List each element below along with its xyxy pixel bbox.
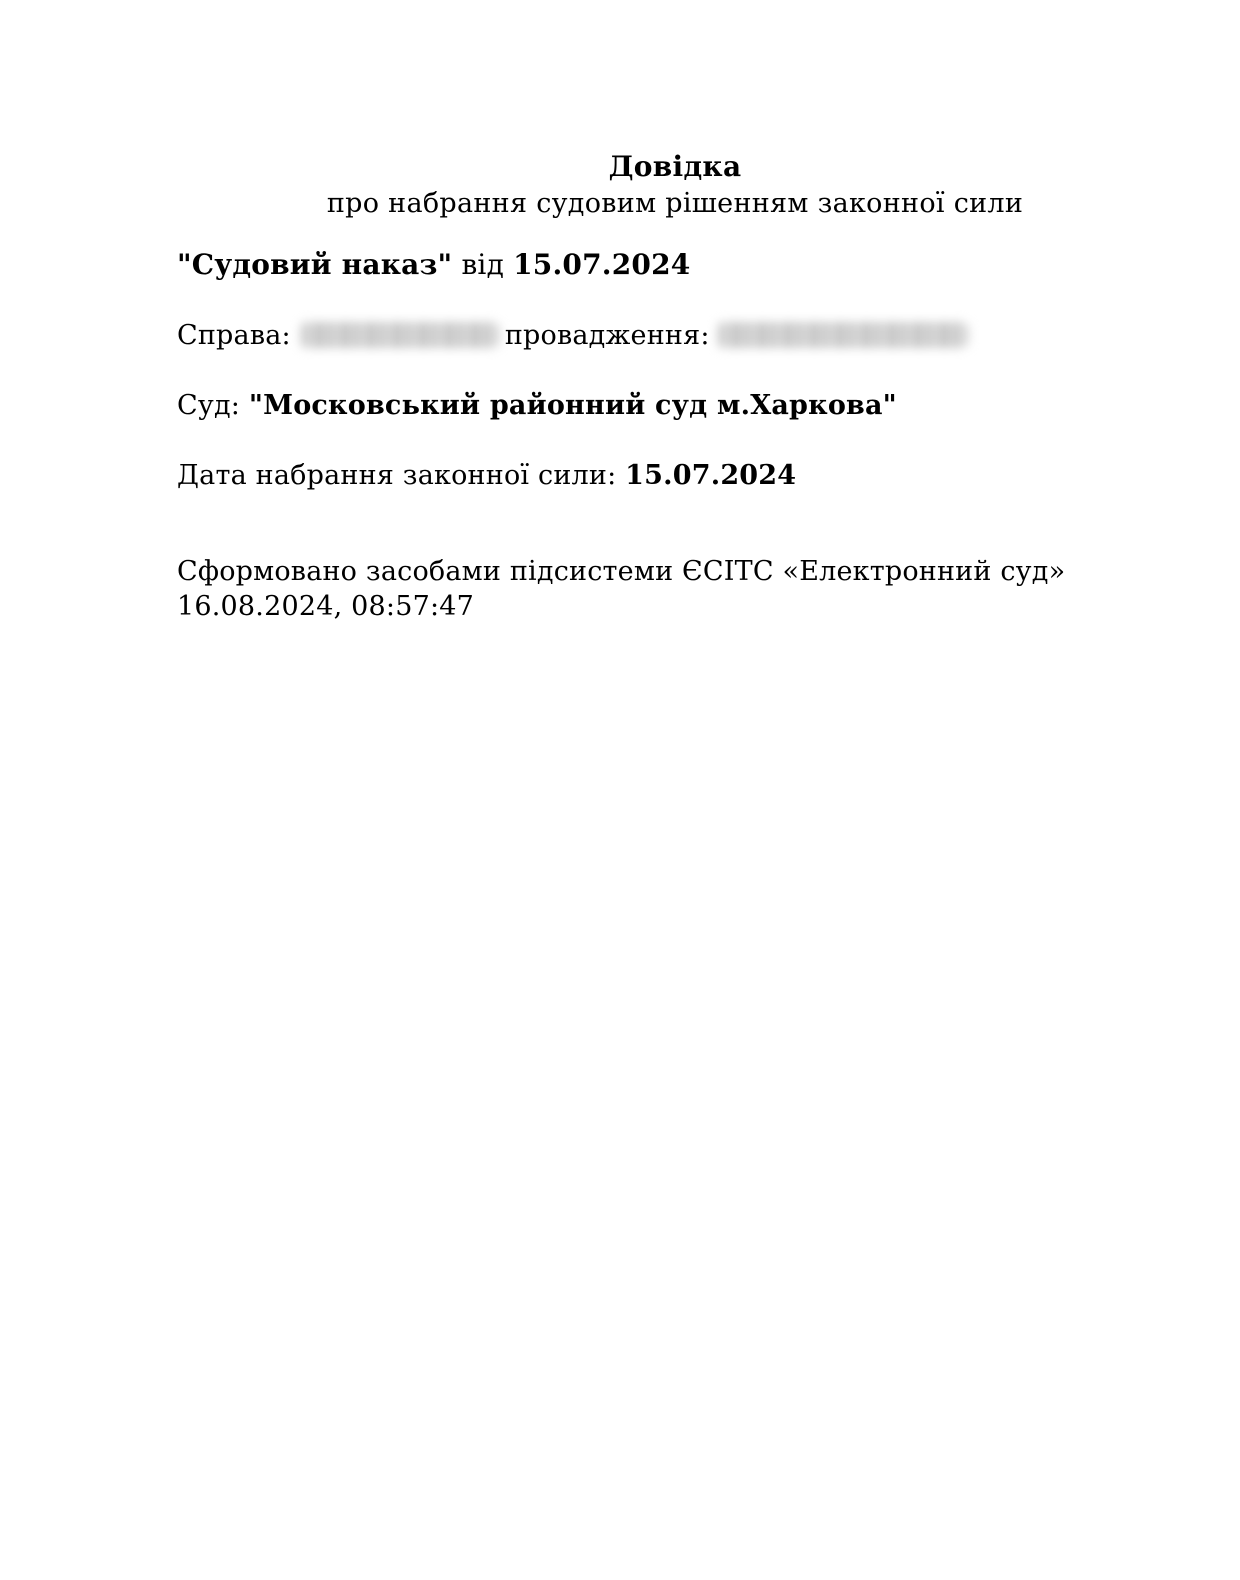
decision-date-prefix: від [452,248,514,281]
effective-date: 15.07.2024 [625,460,797,491]
court-name: "Московський районний суд м.Харкова" [248,390,897,421]
court-line [177,389,897,423]
decision-type: "Судовий наказ" [177,248,453,281]
court-label: Суд: [177,390,249,421]
decision-date: 15.07.2024 [513,248,691,281]
decision-line [177,248,690,282]
case-label: Справа: [177,320,291,351]
effective-date-label: Дата набрання законної сили: [177,460,626,491]
case-number-redacted [301,322,499,348]
case-line [177,319,968,353]
generated-by: Сформовано засобами підсистеми ЄСІТС «Електронний суд» [177,556,1066,587]
document-title: Довідка [608,150,742,183]
proceeding-label: провадження: [504,320,710,351]
generated-timestamp: 16.08.2024, 08:57:47 [177,591,475,622]
proceeding-number-redacted [718,322,968,348]
document-subtitle: про набрання судовим рішенням законної сили [326,188,1024,219]
effective-date-line [177,459,796,493]
